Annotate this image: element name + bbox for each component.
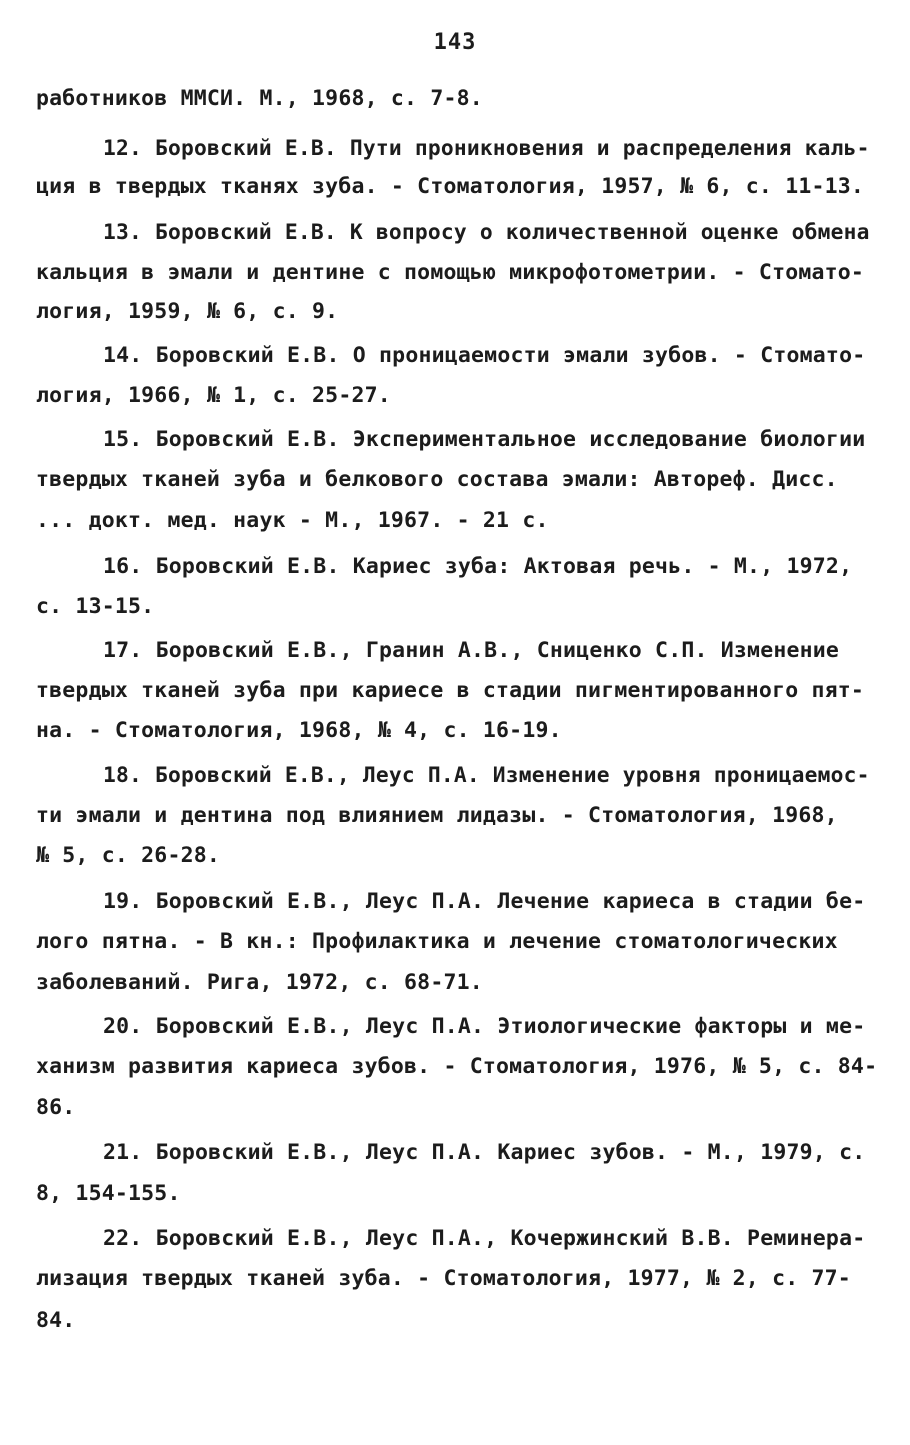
reference-19-line-2: лого пятна. - В кн.: Профилактика и лечение стоматологических (36, 929, 838, 954)
reference-13-line-1: 13. Боровский Е.В. К вопросу о количественной оценке обмена (103, 220, 870, 245)
reference-18-line-3: № 5, с. 26-28. (36, 843, 221, 868)
reference-20-line-2: ханизм развития кариеса зубов. - Стоматология, 1976, № 5, с. 84- (36, 1054, 878, 1079)
reference-15-line-1: 15. Боровский Е.В. Экспериментальное исследование биологии (103, 427, 866, 452)
reference-22-line-2: лизация твердых тканей зуба. - Стоматология, 1977, № 2, с. 77- (36, 1266, 851, 1291)
reference-20-line-3: 86. (36, 1095, 76, 1120)
reference-22-line-3: 84. (36, 1308, 76, 1333)
reference-13-line-3: логия, 1959, № 6, с. 9. (36, 299, 339, 324)
reference-15-line-3: ... докт. мед. наук - М., 1967. - 21 с. (36, 508, 549, 533)
reference-21-line-2: 8, 154-155. (36, 1181, 181, 1206)
reference-12-line-2: ция в твердых тканях зуба. - Стоматология, 1957, № 6, с. 11-13. (36, 174, 865, 199)
page-number: 143 (433, 30, 477, 55)
reference-16-line-1: 16. Боровский Е.В. Кариес зуба: Актовая речь. - М., 1972, (103, 554, 853, 579)
reference-line: работников ММСИ. М., 1968, с. 7-8. (36, 86, 483, 111)
reference-18-line-1: 18. Боровский Е.В., Леус П.А. Изменение уровня проницаемос- (103, 763, 870, 788)
reference-14-line-1: 14. Боровский Е.В. О проницаемости эмали зубов. - Стомато- (103, 343, 866, 368)
reference-13-line-2: кальция в эмали и дентине с помощью микрофотометрии. - Стомато- (36, 260, 865, 285)
reference-16-line-2: с. 13-15. (36, 594, 155, 619)
reference-15-line-2: твердых тканей зуба и белкового состава эмали: Автореф. Дисс. (36, 467, 838, 492)
reference-14-line-2: логия, 1966, № 1, с. 25-27. (36, 383, 391, 408)
reference-18-line-2: ти эмали и дентина под влиянием лидазы. - Стоматология, 1968, (36, 803, 838, 828)
reference-17-line-2: твердых тканей зуба при кариесе в стадии пигментированного пят- (36, 678, 865, 703)
reference-21-line-1: 21. Боровский Е.В., Леус П.А. Кариес зубов. - М., 1979, с. (103, 1140, 866, 1165)
reference-19-line-3: заболеваний. Рига, 1972, с. 68-71. (36, 970, 483, 995)
reference-12-line-1: 12. Боровский Е.В. Пути проникновения и распределения каль- (103, 136, 870, 161)
reference-17-line-1: 17. Боровский Е.В., Гранин А.В., Сниценко С.П. Изменение (103, 638, 840, 663)
reference-17-line-3: на. - Стоматология, 1968, № 4, с. 16-19. (36, 718, 562, 743)
reference-22-line-1: 22. Боровский Е.В., Леус П.А., Кочержинский В.В. Реминера- (103, 1226, 866, 1251)
reference-19-line-1: 19. Боровский Е.В., Леус П.А. Лечение кариеса в стадии бе- (103, 889, 866, 914)
reference-20-line-1: 20. Боровский Е.В., Леус П.А. Этиологические факторы и ме- (103, 1014, 866, 1039)
